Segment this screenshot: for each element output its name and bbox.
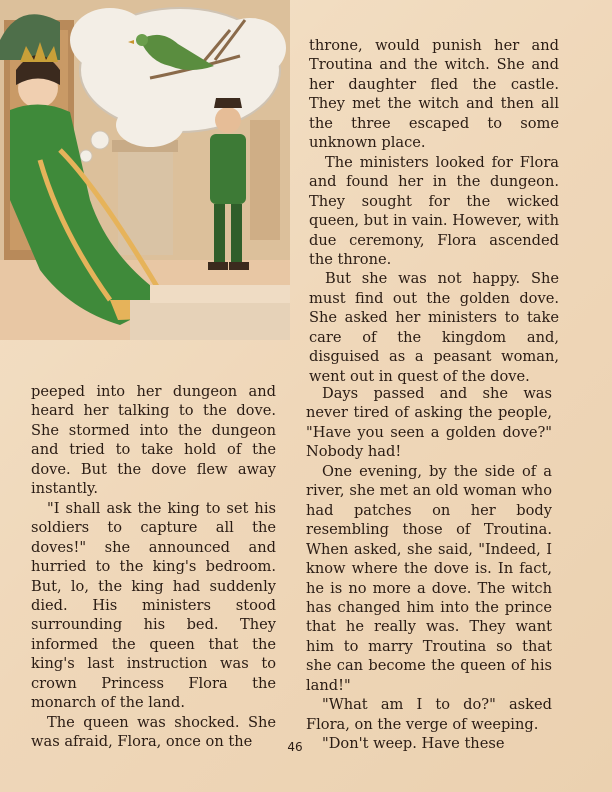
page-number: 46 [287,740,303,754]
paragraph: But she was not happy. She must find out the golden dove. She asked her ministers to take care of the kingdom and, disguised as a peasant woman, went out in quest of the dove. [309,270,559,385]
story-illustration [0,0,290,340]
right-column-top [309,36,559,386]
paragraph: One evening, by the side of a river, she met an old woman who had patches on her body resembling those of Troutina. When asked, she said, "Indeed, I know where the dove is. In fact, he is no more a dove. The witch has changed him into the prince that he really was. They want him to marry Troutina so that she can become the queen of his land!" [306,462,552,694]
paragraph: The ministers looked for Flora and found her in the dungeon. They sought for the wicked queen, but in vain. However, with due ceremony, Flora ascended the throne. [309,153,559,268]
paragraph: Days passed and she was never tired of asking the people, "Have you seen a golden dove?" Nobody had! [306,385,552,461]
paragraph: "Don't weep. Have these [322,735,505,753]
right-column-bottom [306,384,552,754]
paragraph: "What am I to do?" asked Flora, on the verge of weeping. [306,696,552,733]
paragraph: peeped into her dungeon and heard her talking to the dove. She stormed into the dungeon and tried to take hold of the dove. But the dove flew away instantly. [31,383,276,498]
left-column-bottom [31,382,276,752]
paragraph: The queen was shocked. She was afraid, Flora, once on the [31,713,276,751]
queen-on-throne-thinking-of-dove-illustration [0,0,290,340]
paragraph: "I shall ask the king to set his soldiers to capture all the doves!" she announced and hurried to the king's bedroom. But, lo, the king had suddenly died. His ministers stood surrounding his bed. They informed the queen that the king's last instruction was to crown Princess Flora the monarch of the land. [31,499,276,712]
paragraph: throne, would punish her and Troutina and the witch. She and her daughter fled the castle. They met the witch and then all the three escaped to some unknown place. [309,37,559,152]
